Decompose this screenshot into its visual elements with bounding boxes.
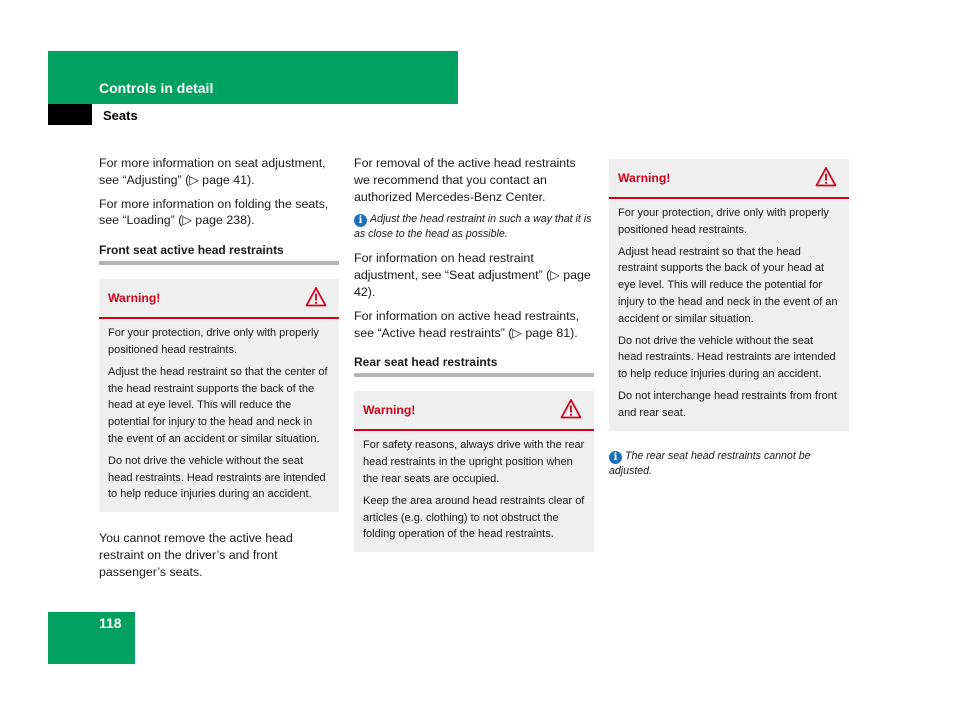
warning-triangle-icon xyxy=(560,398,582,420)
warning-text: Do not drive the vehicle without the seat head restraints. Head restraints are intended to help reduce injuries during an accident. xyxy=(108,454,326,501)
info-note-text: The rear seat head restraints cannot be adjusted. xyxy=(609,449,811,477)
warning-header xyxy=(354,391,594,431)
paragraph: For information on head restraint adjustment, see “Seat adjustment” (▷ page 42). xyxy=(354,251,591,299)
warning-label: Warning! xyxy=(618,171,671,185)
header-bar xyxy=(48,51,458,104)
subsection-marker xyxy=(48,104,92,125)
warning-text: For your protection, drive only with properly positioned head restraints. xyxy=(108,327,319,356)
warning-text: For safety reasons, always drive with the rear head restraints in the upright position when the rear seats are occupied. xyxy=(363,439,585,485)
warning-box xyxy=(99,279,339,512)
paragraph: For information on active head restraints, see “Active head restraints” (▷ page 81). xyxy=(354,308,580,340)
column-3 xyxy=(609,159,849,487)
warning-header xyxy=(609,159,849,199)
warning-triangle-icon xyxy=(305,286,327,308)
info-note xyxy=(609,449,849,478)
column-2 xyxy=(354,155,594,570)
warning-label: Warning! xyxy=(108,291,161,306)
warning-text: Do not drive the vehicle without the seat head restraints. Head restraints are intended to help reduce injuries during an accident. xyxy=(618,334,836,381)
paragraph: For more information on seat adjustment, see “Adjusting” (▷ page 41). xyxy=(99,156,326,187)
section-title: Controls in detail xyxy=(99,80,214,96)
section-heading: Rear seat head restraints xyxy=(354,355,594,377)
warning-text: For your protection, drive only with properly positioned head restraints. xyxy=(618,207,829,236)
warning-triangle-icon xyxy=(815,166,837,188)
warning-text: Keep the area around head restraints clear of articles (e.g. clothing) to not obstruct the folding operation of the head restraints. xyxy=(363,494,585,541)
warning-box xyxy=(354,391,594,552)
column-1 xyxy=(99,155,339,588)
paragraph: For removal of the active head restraints we recommend that you contact an authorized Mercedes-Benz Center. xyxy=(354,156,576,204)
info-icon: i xyxy=(609,451,622,464)
warning-text: Adjust the head restraint so that the center of the head restraint supports the back of the head at eye level. This will reduce the potential for injury to the head and neck in the event of an accident or similar situation. xyxy=(108,365,328,445)
warning-label: Warning! xyxy=(363,403,416,418)
info-note-text: Adjust the head restraint in such a way that it is as close to the head as possible. xyxy=(354,213,592,241)
info-icon: i xyxy=(354,214,367,227)
warning-text: Adjust head restraint so that the head restraint supports the back of your head at eye level. This will reduce the potential for injury to the head and neck in the event of an accident or similar situation. xyxy=(618,245,838,325)
paragraph: For more information on folding the seats, see “Loading” (▷ page 238). xyxy=(99,196,329,228)
paragraph: You cannot remove the active head restraint on the driver’s and front passenger’s seats. xyxy=(99,531,293,579)
subsection-title: Seats xyxy=(103,108,138,123)
info-note xyxy=(354,212,594,241)
warning-header xyxy=(99,279,339,319)
warning-box xyxy=(609,159,849,431)
section-heading: Front seat active head restraints xyxy=(99,243,339,265)
warning-text: Do not interchange head restraints from front and rear seat. xyxy=(618,389,837,419)
page-number: 118 xyxy=(99,615,122,631)
